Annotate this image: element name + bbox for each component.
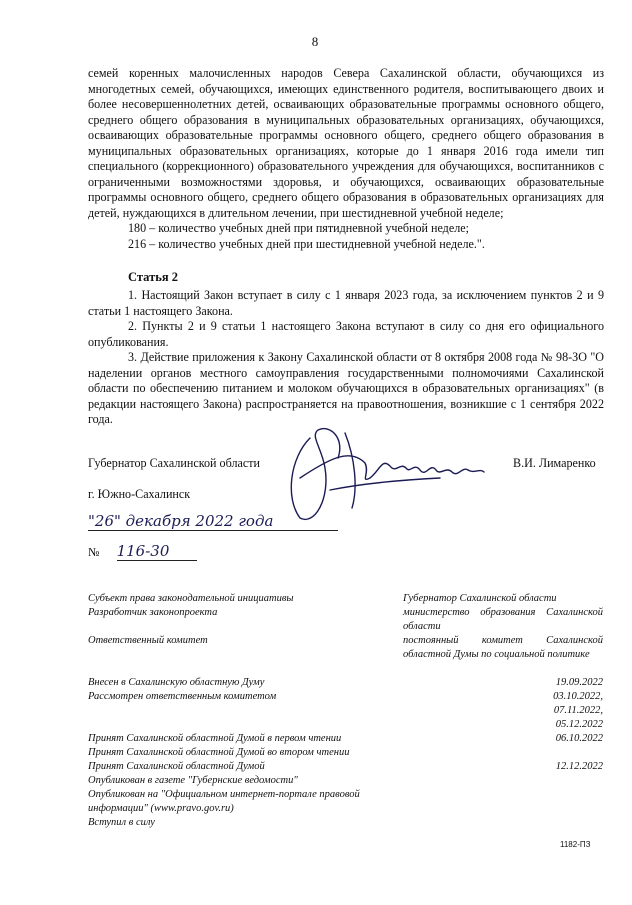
stage-dates [470, 676, 603, 774]
stage-published-newspaper: Опубликован в газете "Губернские ведомости" [88, 775, 298, 786]
line-216-days: 216 – количество учебных дней при шестидневной учебной неделе.". [128, 236, 485, 251]
stage-spacer-1 [88, 704, 418, 718]
stage-introduced: Внесен в Сахалинскую областную Думу [88, 677, 265, 688]
meta-value-committee: постоянный комитет Сахалинской областной Думы по социальной политике [403, 635, 603, 660]
page-number: 8 [311, 34, 319, 49]
stage-first-reading: Принят Сахалинской областной Думой в первом чтении [88, 733, 342, 744]
signing-date-handwritten: "26" декабря 2022 года [88, 512, 338, 531]
date-first-reading: 06.10.2022 [555, 733, 603, 744]
meta-value-subject: Губернатор Сахалинской области [403, 593, 557, 604]
stage-published-portal: Опубликован на "Официальном интернет-портале правовой информации" (www.pravo.gov.ru) [88, 789, 360, 814]
city: г. Южно-Сахалинск [88, 487, 191, 501]
law-number-prefix: № [88, 545, 100, 559]
continuation-paragraph: семей коренных малочисленных народов Севера Сахалинской области, обучающихся из многодетных семей, обучающихся, имеющих единственного родителя, воспитывающего двоих и более несовершеннолетних детей, осваивающих образовательные программы основного общего, среднего общего образования в муниципальных образовательных организациях, обучающихся, осваивающих образовательные программы основного общего, среднего общего образования в муниципальных образовательных организациях, которые до 1 января 2016 года имели тип специального (коррекционного) образовательного учреждения для обучающихся, воспитанников с ограниченными возможностями здоровья, и обучающихся, осваивающих образовательные программы основного общего, среднего общего образования в образовательных организациях для детей, нуждающихся в длительном лечении, при шестидневной учебной неделе; [88, 66, 604, 220]
signing-date [88, 512, 348, 536]
date-committee-1: 03.10.2022, [553, 691, 603, 702]
meta-label-subject: Субъект права законодательной инициативы [88, 593, 294, 604]
article-2-body [88, 288, 604, 428]
meta-spacer [88, 620, 408, 634]
signatory-name: В.И. Лимаренко [513, 456, 596, 470]
law-body [88, 66, 604, 252]
date-introduced: 19.09.2022 [555, 677, 603, 688]
signatory-title: Губернатор Сахалинской области [88, 456, 260, 470]
date-adopted: 12.12.2022 [555, 761, 603, 772]
meta-label-developer: Разработчик законопроекта [88, 607, 218, 618]
date-committee-3: 05.12.2022 [555, 719, 603, 730]
article-2-heading: Статья 2 [128, 270, 178, 284]
stage-entered-into-force: Вступил в силу [88, 817, 155, 828]
law-number-handwritten: 116-30 [117, 542, 197, 561]
meta-label-committee: Ответственный комитет [88, 635, 208, 646]
meta-values [403, 592, 603, 662]
meta-value-developer: министерство образования Сахалинской области [403, 607, 603, 632]
date-committee-2: 07.11.2022, [553, 705, 603, 716]
stage-committee-review: Рассмотрен ответственным комитетом [88, 691, 277, 702]
line-180-days: 180 – количество учебных дней при пятидневной учебной неделе; [128, 221, 469, 235]
stage-labels [88, 676, 418, 830]
law-number [88, 542, 208, 566]
meta-labels [88, 592, 408, 648]
stage-spacer-2 [88, 718, 418, 732]
stage-second-reading: Принят Сахалинской областной Думой во втором чтении [88, 747, 350, 758]
date-second-reading [470, 746, 603, 760]
article-2-item-3: 3. Действие приложения к Закону Сахалинской области от 8 октября 2008 года № 98-ЗО "О наделении органов местного самоуправления государственными полномочиями Сахалинской области по обеспечению питанием и молоком обучающихся в образовательных организациях" (в редакции настоящего Закона) распространяется на правоотношения, возникшие с 1 сентября 2022 года. [88, 350, 604, 426]
stage-adopted: Принят Сахалинской областной Думой [88, 761, 265, 772]
document-code: 1182-ПЗ [560, 840, 591, 849]
article-2-item-1: 1. Настоящий Закон вступает в силу с 1 января 2023 года, за исключением пунктов 2 и 9 статьи 1 настоящего Закона. [88, 288, 604, 318]
article-2-item-2: 2. Пункты 2 и 9 статьи 1 настоящего Закона вступают в силу со дня его официального опубликования. [88, 319, 604, 349]
